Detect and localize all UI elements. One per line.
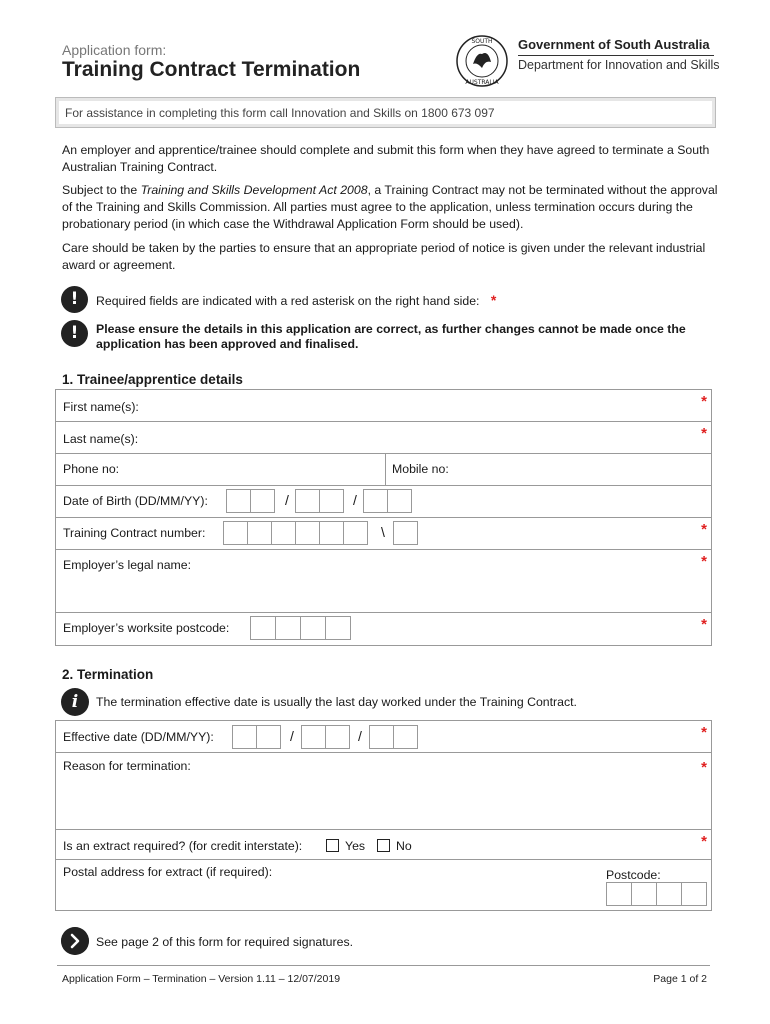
date-slash: / [285,492,289,508]
contract-number-label: Training Contract number: [63,526,206,540]
date-slash: / [358,728,362,744]
required-asterisk: * [701,759,707,776]
required-asterisk: * [701,521,707,538]
section-1-heading: 1. Trainee/apprentice details [62,372,243,387]
footer-divider [57,965,710,966]
chevron-right-icon [61,927,89,955]
required-asterisk: * [701,393,707,410]
intro-p2-start: Subject to the [62,183,141,197]
page-title: Training Contract Termination [62,58,361,81]
info-icon: i [61,688,89,716]
dob-label: Date of Birth (DD/MM/YY): [63,494,208,508]
effective-month-cells[interactable] [301,725,349,749]
trainee-details-table [55,389,712,646]
date-slash: / [353,492,357,508]
ensure-details-notice: Please ensure the details in this application are correct, as further changes cannot be made once the application has been approved and finalised. [96,322,686,351]
contract-separator: \ [381,524,385,540]
dob-row [56,486,711,518]
effective-date-info: The termination effective date is usually the last day worked under the Training Contract. [96,695,577,709]
contract-suffix-cell[interactable] [393,521,417,545]
exclamation-icon: ! [61,320,88,347]
postcode-cells[interactable] [606,882,706,906]
effective-date-row [56,721,711,753]
phone-label: Phone no: [63,462,120,476]
reason-label: Reason for termination: [63,759,191,773]
employer-name-label: Employer’s legal name: [63,558,192,572]
government-name: Government of South Australia [518,37,710,52]
intro-p2-end: , a Training Contract may not be terminated without the approval of the Training and Skills Commission. All parties must agree to the application, unless termination occurs during the probationary period (in which case the Withdrawal Application Form should be used). [62,183,718,231]
extract-yes-label: Yes [345,839,366,853]
extract-row [56,830,711,860]
extract-no-label: No [396,839,412,853]
required-asterisk: * [701,616,707,633]
date-slash: / [290,728,294,744]
svg-text:AUSTRALIA: AUSTRALIA [465,79,499,86]
phone-row [56,454,711,486]
intro-paragraph-1: An employer and apprentice/trainee should complete and submit this form when they have agreed to terminate a South Australian Training Contract. [62,143,710,174]
termination-table [55,720,712,911]
header-divider [518,55,714,56]
section-2-heading: 2. Termination [62,667,154,682]
required-asterisk: * [701,833,707,850]
red-asterisk: * [490,292,497,308]
exclamation-icon: ! [61,286,88,313]
see-page-2-note: See page 2 of this form for required signatures. [96,935,354,949]
page-number: Page 1 of 2 [653,973,707,985]
required-fields-notice [96,293,496,309]
required-asterisk: * [701,724,707,741]
intro-paragraph-3: Care should be taken by the parties to ensure that an appropriate period of notice is given under the relevant industrial award or agreement. [62,241,706,272]
dob-month-cells[interactable] [295,489,343,513]
contract-number-row [56,518,711,550]
extract-label: Is an extract required? (for credit interstate): [63,839,303,853]
employer-postcode-row [56,613,711,645]
last-name-label: Last name(s): [63,432,139,446]
postal-address-label: Postal address for extract (if required): [63,865,273,879]
employer-postcode-cells[interactable] [250,616,350,640]
effective-day-cells[interactable] [232,725,280,749]
dob-year-cells[interactable] [363,489,411,513]
required-notice-text: Required fields are indicated with a red asterisk on the right hand side: [96,294,480,308]
dob-day-cells[interactable] [226,489,274,513]
contract-number-cells[interactable] [223,521,367,545]
effective-date-label: Effective date (DD/MM/YY): [63,730,214,744]
svg-text:SOUTH: SOUTH [471,38,493,45]
postcode-label: Postcode: [606,868,661,882]
assistance-text: For assistance in completing this form call Innovation and Skills on 1800 673 097 [65,106,495,120]
first-name-label: First name(s): [63,400,139,414]
effective-year-cells[interactable] [369,725,417,749]
department-name: Department for Innovation and Skills [518,58,720,72]
reason-row[interactable] [56,753,711,830]
sa-crest-logo [455,34,509,88]
act-name: Training and Skills Development Act 2008 [140,183,368,197]
form-subtitle: Application form: [62,42,167,58]
mobile-label: Mobile no: [392,462,449,476]
required-asterisk: * [701,553,707,570]
employer-postcode-label: Employer’s worksite postcode: [63,621,230,635]
intro-paragraph-2 [62,182,722,233]
phone-mobile-divider [385,454,386,485]
required-asterisk: * [701,425,707,442]
first-name-row[interactable] [56,390,711,422]
extract-yes-checkbox[interactable] [326,839,339,852]
footer-version: Application Form – Termination – Version 1.11 – 12/07/2019 [62,973,341,985]
employer-name-row[interactable] [56,550,711,613]
extract-no-checkbox[interactable] [377,839,390,852]
last-name-row[interactable] [56,422,711,454]
postal-address-row[interactable] [56,860,711,910]
assistance-box [55,97,716,128]
